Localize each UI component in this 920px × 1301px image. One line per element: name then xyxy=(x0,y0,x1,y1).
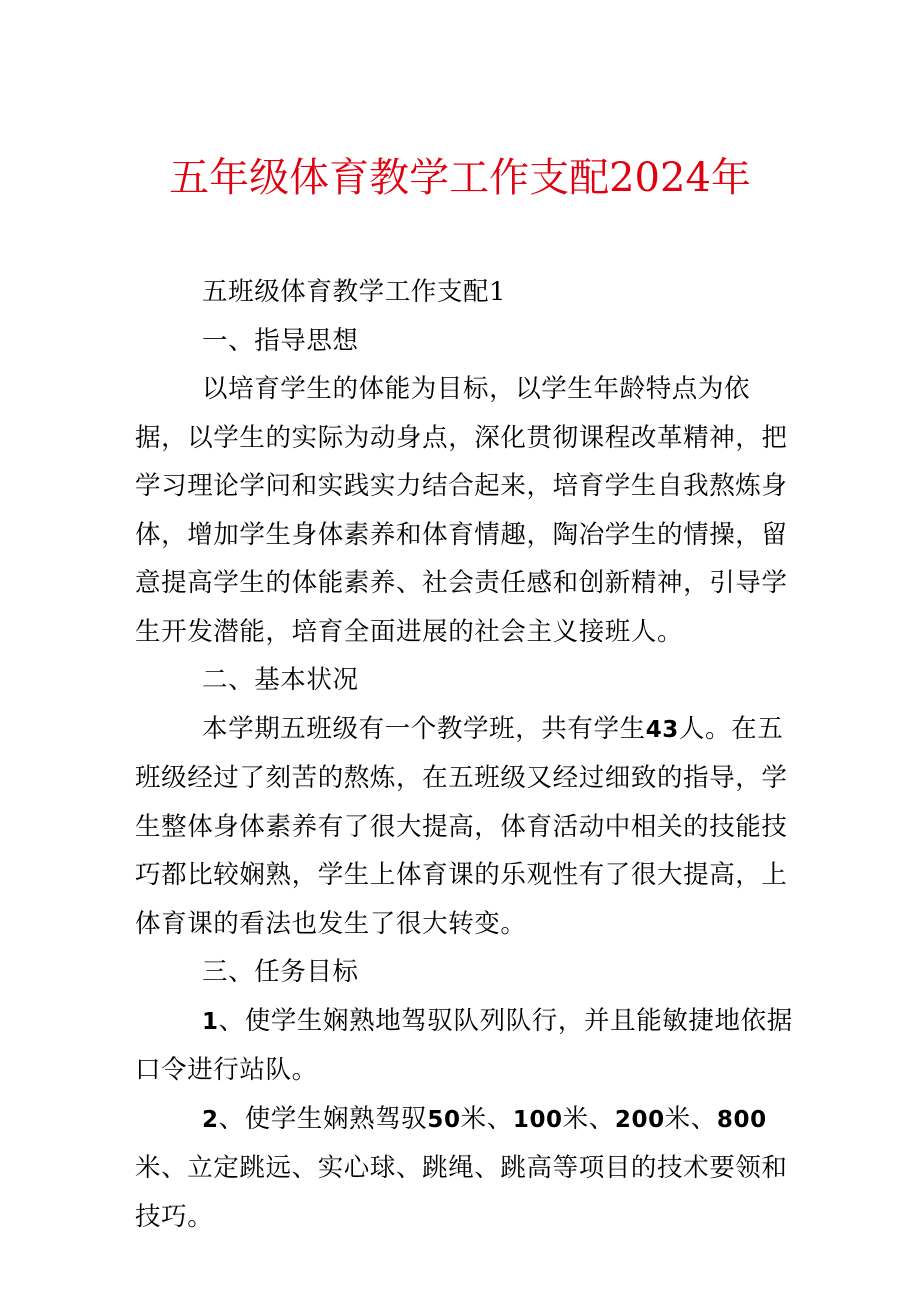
section-heading-task-goals: 三、任务目标 xyxy=(202,957,359,987)
goal-item-text: 米、 xyxy=(460,1103,513,1134)
distance-value: 800 xyxy=(716,1106,767,1133)
document-subtitle xyxy=(135,268,799,317)
goal-item-1 xyxy=(135,997,799,1095)
goal-item-text: 、使学生娴熟地驾驭队列队行，并且能敏捷地依据口令进行站队。 xyxy=(135,1005,793,1085)
section-paragraph-guiding-ideology: 以培育学生的体能为目标，以学生年龄特点为依据，以学生的实际为动身点，深化贯彻课程改革精神，把学习理论学问和实践实力结合起来，培育学生自我熬炼身体，增加学生身体素养和体育情趣，陶冶学生的情操，留意提高学生的体能素养、社会责任感和创新精神，引导学生开发潜能，培育全面进展的社会主义接班人。 xyxy=(135,374,788,647)
distance-value: 50 xyxy=(427,1106,461,1133)
goal-item-text: 米、 xyxy=(562,1103,615,1134)
section-heading-basic-situation: 二、基本状况 xyxy=(202,665,359,695)
goal-item-2 xyxy=(135,1095,799,1242)
section-paragraph-basic-situation xyxy=(135,705,799,949)
student-count: 43 xyxy=(645,716,679,743)
distance-value: 200 xyxy=(614,1106,665,1133)
paragraph-text-post: 人。在五班级经过了刻苦的熬炼，在五班级又经过细致的指导，学生整体身体素养有了很大提高，体育活动中相关的技能技巧都比较娴熟，学生上体育课的乐观性有了很大提高，上体育课的看法也发生了很大转变。 xyxy=(135,713,788,939)
goal-item-text: 米、 xyxy=(664,1103,717,1134)
distance-value: 100 xyxy=(512,1106,563,1133)
document-title: 五年级体育教学工作支配2024年 xyxy=(169,155,751,201)
paragraph-text-pre: 本学期五班级有一个教学班，共有学生 xyxy=(202,713,646,744)
goal-item-number: 1 xyxy=(202,1008,219,1035)
subtitle-text: 五班级体育教学工作支配1 xyxy=(202,277,506,307)
goal-item-number: 2 xyxy=(202,1106,219,1133)
goal-item-text: 米、立定跳远、实心球、跳绳、跳高等项目的技术要领和技巧。 xyxy=(135,1153,788,1232)
goal-item-text: 、使学生娴熟驾驭 xyxy=(218,1103,428,1134)
document-body xyxy=(135,268,799,1241)
section-heading-guiding-ideology: 一、指导思想 xyxy=(202,325,359,356)
